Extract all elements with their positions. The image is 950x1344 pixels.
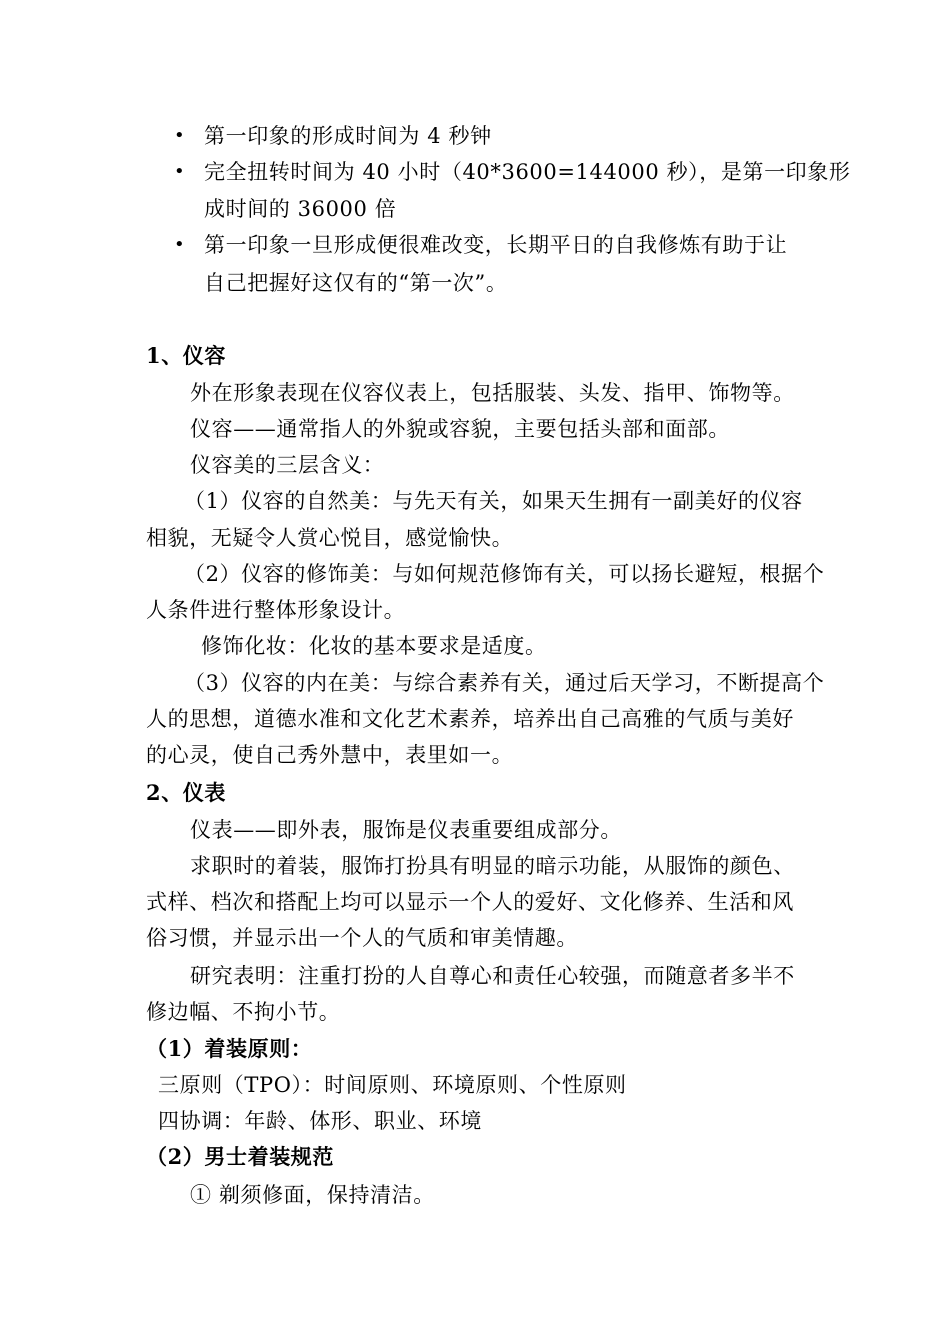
subsection-heading-men-dress-code: （2）男士着装规范: [146, 1144, 335, 1169]
section2-line-6: 修边幅、不拘小节。: [146, 1000, 341, 1024]
section1-line-8: 修饰化妆：化妆的基本要求是适度。: [201, 634, 547, 658]
bullet-dot-icon: •: [174, 161, 185, 182]
subsection-line-four-coordination: 四协调：年龄、体形、职业、环境: [158, 1109, 482, 1133]
section1-line-9: （3）仪容的内在美：与综合素养有关，通过后天学习，不断提高个: [184, 671, 825, 695]
bullet-item-2-line-2: 成时间的 36000 倍: [204, 197, 397, 221]
section1-line-4: （1）仪容的自然美：与先天有关，如果天生拥有一副美好的仪容: [184, 489, 803, 513]
section2-line-5: 研究表明：注重打扮的人自尊心和责任心较强，而随意者多半不: [190, 964, 795, 988]
section1-line-2: 仪容——通常指人的外貌或容貌，主要包括头部和面部。: [190, 417, 730, 441]
section2-line-2: 求职时的着装，服饰打扮具有明显的暗示功能，从服饰的颜色、: [190, 854, 795, 878]
section1-line-11: 的心灵，使自己秀外慧中，表里如一。: [146, 743, 514, 767]
bullet-dot-icon: •: [174, 125, 185, 146]
subsection-line-three-principles: 三原则（TPO）：时间原则、环境原则、个性原则: [158, 1073, 627, 1097]
bullet-item-3-line-2: 自己把握好这仅有的“第一次”。: [204, 271, 508, 295]
subsection-heading-dress-principles: （1）着装原则：: [146, 1036, 313, 1061]
bullet-item-1-line-1: 第一印象的形成时间为 4 秒钟: [204, 124, 492, 148]
bullet-dot-icon: •: [174, 234, 185, 255]
section1-line-1: 外在形象表现在仪容仪表上，包括服装、头发、指甲、饰物等。: [190, 381, 795, 405]
bullet-item-2-line-1: 完全扭转时间为 40 小时（40*3600=144000 秒），是第一印象形: [204, 160, 851, 184]
section-heading-1: 1、仪容: [146, 343, 227, 368]
section1-line-10: 人的思想，道德水准和文化艺术素养，培养出自己高雅的气质与美好: [146, 707, 794, 731]
section-heading-2: 2、仪表: [146, 780, 227, 805]
section1-line-7: 人条件进行整体形象设计。: [146, 598, 406, 622]
section2-line-1: 仪表——即外表，服饰是仪表重要组成部分。: [190, 818, 622, 842]
section2-line-3: 式样、档次和搭配上均可以显示一个人的爱好、文化修养、生活和风: [146, 890, 794, 914]
section1-line-6: （2）仪容的修饰美：与如何规范修饰有关，可以扬长避短，根据个: [184, 562, 825, 586]
subsection-line-shave: ① 剃须修面，保持清洁。: [190, 1183, 435, 1207]
section1-line-5: 相貌，无疑令人赏心悦目，感觉愉快。: [146, 526, 514, 550]
section1-line-3: 仪容美的三层含义：: [190, 453, 385, 477]
section2-line-4: 俗习惯，并显示出一个人的气质和审美情趣。: [146, 926, 578, 950]
bullet-item-3-line-1: 第一印象一旦形成便很难改变，长期平日的自我修炼有助于让: [204, 233, 788, 257]
